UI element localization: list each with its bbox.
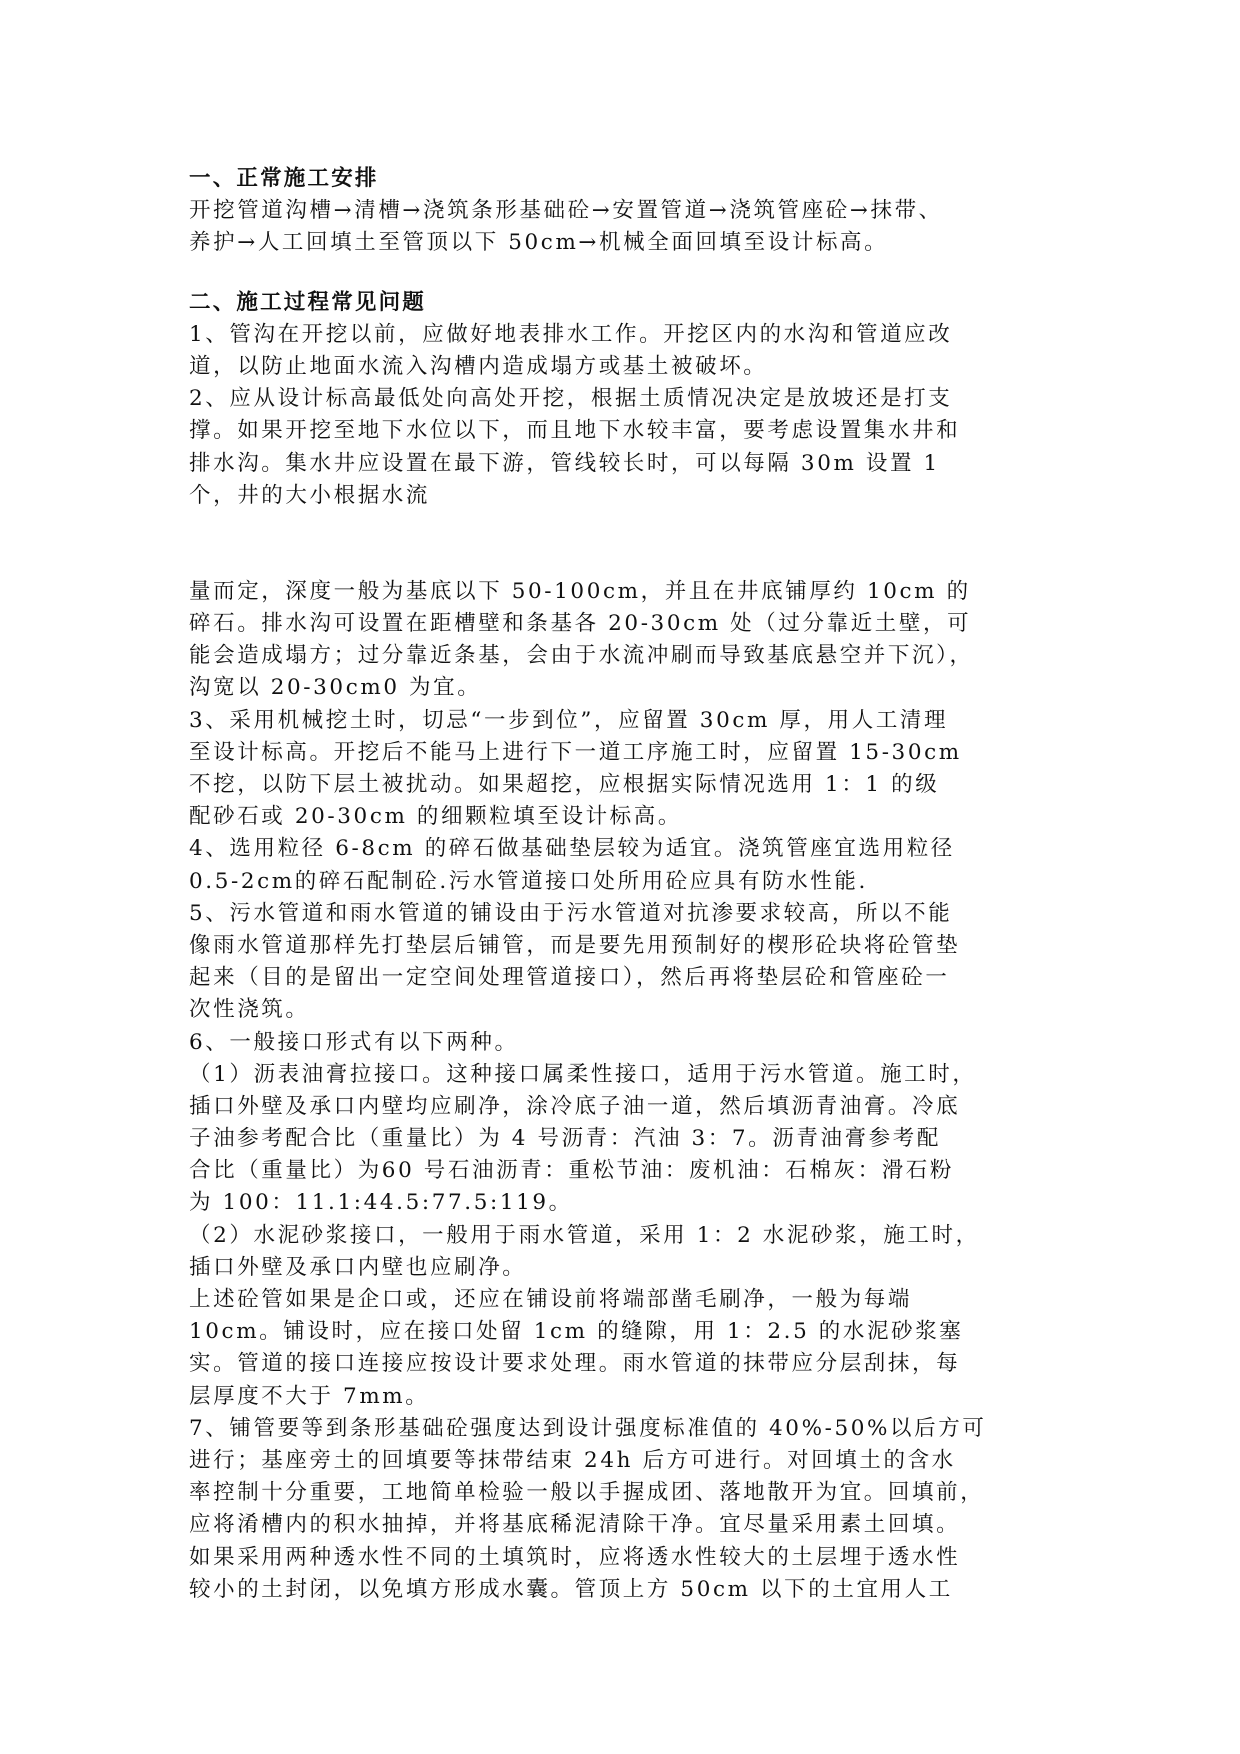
section-2-heading: 二、施工过程常见问题: [189, 289, 427, 315]
paragraph-line: 能会造成塌方；过分靠近条基，会由于水流冲刷而导致基底悬空并下沉），: [189, 643, 974, 669]
paragraph-line: 6、一般接口形式有以下两种。: [189, 1029, 519, 1055]
paragraph-line: 10cm。铺设时，应在接口处留 1cm 的缝隙，用 1：2.5 的水泥砂浆塞: [189, 1319, 964, 1345]
paragraph-line: 量而定，深度一般为基底以下 50-100cm，并且在井底铺厚约 10cm 的: [189, 578, 971, 604]
paragraph-line: （1）沥表油膏拉接口。这种接口属柔性接口，适用于污水管道。施工时，: [189, 1061, 977, 1087]
paragraph-line: 沟宽以 20-30cm0 为宜。: [189, 675, 482, 701]
paragraph-line: 3、采用机械挖土时，切忌“一步到位”，应留置 30cm 厚，用人工清理: [189, 707, 949, 733]
paragraph-line: 实。管道的接口连接应按设计要求处理。雨水管道的抹带应分层刮抹，每: [189, 1351, 961, 1377]
section-gap: [189, 260, 1059, 287]
paragraph-line: 撑。如果开挖至地下水位以下，而且地下水较丰富，要考虑设置集水井和: [189, 418, 961, 444]
paragraph-line: 插口外壁及承口内壁均应刷净，涂冷底子油一道，然后填沥青油膏。冷底: [189, 1093, 961, 1119]
paragraph-line: 层厚度不大于 7mm。: [189, 1383, 430, 1409]
paragraph-line: 5、污水管道和雨水管道的铺设由于污水管道对抗渗要求较高，所以不能: [189, 900, 953, 926]
paragraph-line: （2）水泥砂浆接口，一般用于雨水管道，采用 1：2 水泥砂浆，施工时，: [189, 1222, 980, 1248]
paragraph-line: 如果采用两种透水性不同的土填筑时，应将透水性较大的土层埋于透水性: [189, 1544, 961, 1570]
paragraph-line: 为 100：11.1:44.5:77.5:119。: [189, 1190, 573, 1216]
paragraph-line: 2、应从设计标高最低处向高处开挖，根据土质情况决定是放坡还是打支: [189, 386, 953, 412]
paragraph-line: 像雨水管道那样先打垫层后铺管，而是要先用预制好的楔形砼块将砼管垫: [189, 932, 961, 958]
paragraph-line: 起来（目的是留出一定空间处理管道接口），然后再将垫层砼和管座砼一: [189, 965, 950, 991]
paragraph-line: 碎石。排水沟可设置在距槽壁和条基各 20-30cm 处（过分靠近土壁，可: [189, 611, 972, 637]
paragraph-line: 不挖，以防下层土被扰动。如果超挖，应根据实际情况选用 1：1 的级: [189, 772, 940, 797]
paragraph-line: 0.5-2cm的碎石配制砼.污水管道接口处所用砼应具有防水性能.: [189, 868, 868, 894]
paragraph-line: 4、选用粒径 6-8cm 的碎石做基础垫层较为适宜。浇筑管座宜选用粒径: [189, 836, 955, 862]
paragraph-line: 养护→人工回填土至管顶以下 50cm→机械全面回填至设计标高。: [189, 230, 889, 256]
paragraph-gap: [189, 512, 1059, 576]
paragraph-line: 至设计标高。开挖后不能马上进行下一道工序施工时，应留置 15-30cm: [189, 739, 962, 765]
paragraph-line: 个，井的大小根据水流: [189, 482, 431, 508]
section-1-heading: 一、正常施工安排: [189, 166, 379, 191]
paragraph-line: 率控制十分重要，工地简单检验一般以手握成团、落地散开为宜。回填前，: [189, 1480, 985, 1506]
paragraph-line: 1、管沟在开挖以前，应做好地表排水工作。开挖区内的水沟和管道应改: [189, 321, 953, 347]
paragraph-line: 合比（重量比）为60 号石油沥青：重松节油：废机油：石棉灰：滑石粉: [189, 1158, 954, 1184]
paragraph-line: 应将淆槽内的积水抽掉，并将基底稀泥清除干净。宜尽量采用素土回填。: [189, 1512, 961, 1538]
paragraph-line: 次性浇筑。: [189, 997, 310, 1023]
paragraph-line: 子油参考配合比（重量比）为 4 号沥青：汽油 3：7。沥青油膏参考配: [189, 1126, 941, 1152]
paragraph-line: 配砂石或 20-30cm 的细颗粒填至设计标高。: [189, 804, 682, 830]
paragraph-line: 插口外壁及承口内壁也应刷净。: [189, 1254, 527, 1280]
paragraph-line: 上述砼管如果是企口或，还应在铺设前将端部凿毛刷净，一般为每端: [189, 1287, 913, 1312]
paragraph-line: 7、铺管要等到条形基础砼强度达到设计强度标准值的 40%-50%以后方可: [189, 1415, 987, 1441]
paragraph-line: 开挖管道沟槽→清槽→浇筑条形基础砼→安置管道→浇筑管座砼→抹带、: [189, 198, 943, 224]
paragraph-line: 较小的土封闭，以免填方形成水囊。管顶上方 50cm 以下的土宜用人工: [189, 1576, 953, 1602]
paragraph-line: 排水沟。集水井应设置在最下游，管线较长时，可以每隔 30m 设置 1: [189, 450, 940, 476]
paragraph-line: 进行；基座旁土的回填要等抹带结束 24h 后方可进行。对回填土的含水: [189, 1447, 956, 1473]
paragraph-line: 道，以防止地面水流入沟槽内造成塌方或基土被破坏。: [189, 353, 768, 379]
document-body: [189, 163, 1059, 1606]
